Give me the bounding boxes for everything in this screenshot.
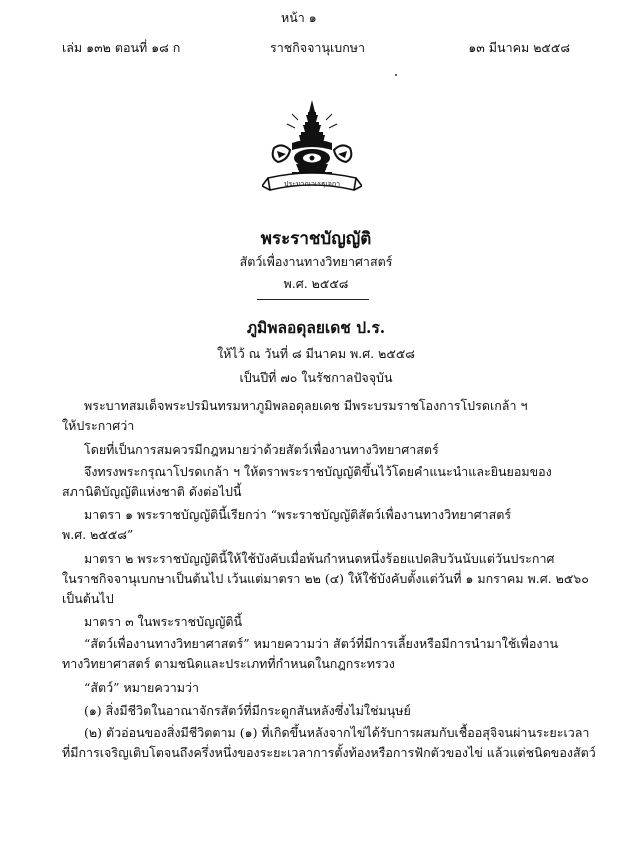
royal-emblem-crown-icon [262,98,362,198]
preamble-line: ให้ประกาศว่า [62,418,135,433]
section-2: มาตรา ๒ พระราชบัญญัตินี้ให้ใช้บังคับเมื่อพ้นกำหนดหนึ่งร้อยแปดสิบวันนับแต่วันประกาศ [84,551,555,566]
gazette-header [62,40,570,58]
reign-year: เป็นปีที่ ๗๐ ในรัชกาลปัจจุบัน [239,370,393,385]
section-1: มาตรา ๑ พระราชบัญญัตินี้เรียกว่า “พระราชบัญญัติสัตว์เพื่องานทางวิทยาศาสตร์ [84,507,512,522]
enactment-line: จึงทรงพระกรุณาโปรดเกล้า ฯ ให้ตราพระราชบัญญัติขึ้นไว้โดยคำแนะนำและยินยอมของ [84,464,552,479]
section-2-cont: เป็นต้นไป [62,591,114,606]
definition-item-2-cont: ที่มีการเจริญเติบโตจนถึงครึ่งหนึ่งของระยะเวลาการตั้งท้องหรือการฟักตัวของไข่ แล้วแต่ชนิดของสัตว์ [62,745,596,760]
stray-mark [395,74,397,76]
enactment-line: สภานิติบัญญัติแห่งชาติ ดังต่อไปนี้ [62,484,242,499]
given-date: ให้ไว้ ณ วันที่ ๘ มีนาคม พ.ศ. ๒๕๕๘ [217,346,415,361]
section-1-cont: พ.ศ. ๒๕๕๘” [62,527,134,542]
page-number: หน้า ๑ [281,10,317,25]
definition-scientific-animal: “สัตว์เพื่องานทางวิทยาศาสตร์” หมายความว่า สัตว์ที่มีการเลี้ยงหรือมีการนำมาใช้เพื่องาน [84,636,559,651]
gazette-name: ราชกิจจานุเบกษา [270,40,366,55]
act-subtitle: สัตว์เพื่องานทางวิทยาศาสตร์ [239,254,393,269]
rationale-paragraph: โดยที่เป็นการสมควรมีกฎหมายว่าด้วยสัตว์เพื่องานทางวิทยาศาสตร์ [84,442,439,457]
definition-scientific-animal-cont: ทางวิทยาศาสตร์ ตามชนิดและประเภทที่กำหนดในกฎกระทรวง [62,656,395,671]
publication-date: ๑๓ มีนาคม ๒๕๕๘ [468,40,570,55]
definition-animal: “สัตว์” หมายความว่า [84,680,200,695]
section-3: มาตรา ๓ ในพระราชบัญญัตินี้ [84,614,243,629]
title-divider [257,299,369,300]
preamble-line: พระบาทสมเด็จพระปรมินทรมหาภูมิพลอดุลยเดช มีพระบรมราชโองการโปรดเกล้า ฯ [84,398,528,413]
act-title: พระราชบัญญัติ [260,229,372,249]
definition-item-2: (๒) ตัวอ่อนของสิ่งมีชีวิตตาม (๑) ที่เกิดขึ้นหลังจากไข่ได้รับการผสมกับเชื้ออสุจิจนผ่านระยะเวลา [84,725,590,740]
section-2-cont: ในราชกิจจานุเบกษาเป็นต้นไป เว้นแต่มาตรา ๒๒ (๔) ให้ใช้บังคับตั้งแต่วันที่ ๑ มกราคม พ.ศ. ๒๕๖๐ [62,571,589,586]
act-year: พ.ศ. ๒๕๕๘ [283,276,349,291]
royal-signature: ภูมิพลอดุลยเดช ป.ร. [246,318,386,337]
emblem-ribbon-text: ประมาณาเรธุเจกา [283,180,341,188]
definition-item-1: (๑) สิ่งมีชีวิตในอาณาจักรสัตว์ที่มีกระดูกสันหลังซึ่งไม่ใช่มนุษย์ [84,703,411,718]
volume-issue: เล่ม ๑๓๒ ตอนที่ ๑๘ ก [62,40,181,55]
